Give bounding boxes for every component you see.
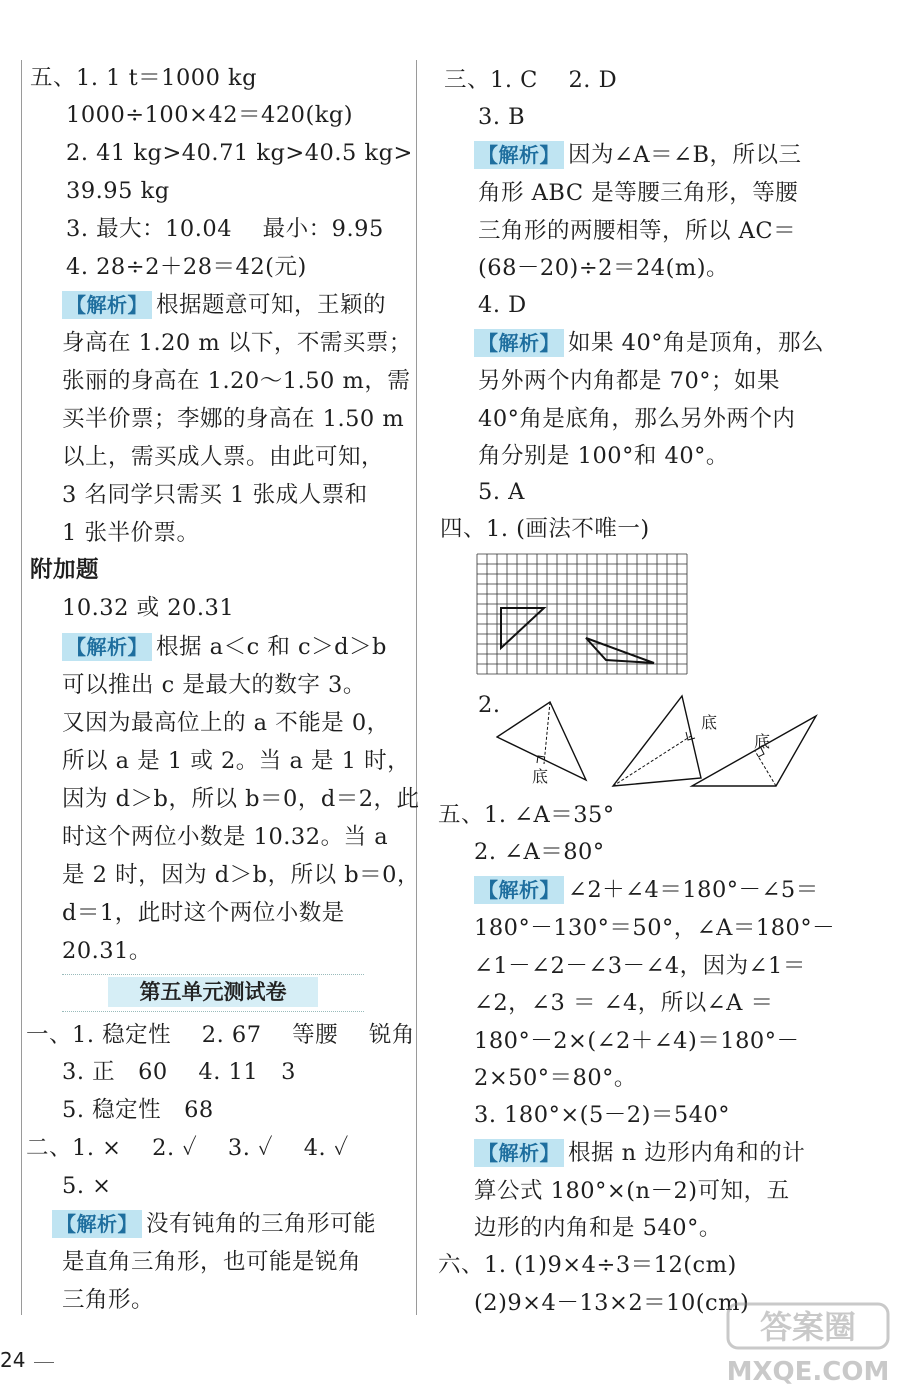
answer-line: 六、1. (1)9×4÷3＝12(cm) — [438, 1252, 737, 1278]
analysis-line: 180°－2×(∠2＋∠4)＝180°－ — [474, 1028, 800, 1054]
answer-line: 四、1. (画法不唯一) — [440, 516, 650, 542]
analysis-line: 张丽的身高在 1.20～1.50 m，需 — [62, 368, 411, 394]
analysis-tag: 【解析】 — [474, 1139, 564, 1167]
answer-line: 3. B — [478, 104, 526, 130]
analysis-line: (68－20)÷2＝24(m)。 — [478, 255, 730, 281]
answer-line: 3. 最大：10.04 最小：9.95 — [66, 216, 384, 242]
answer-line: 2. — [478, 692, 501, 718]
answer-line: 4. D — [478, 292, 527, 318]
analysis-line — [474, 328, 824, 358]
analysis-line: 身高在 1.20 m 以下，不需买票； — [62, 330, 412, 356]
analysis-text: 如果 40°角是顶角，那么 — [568, 330, 825, 356]
answer-line: 二、1. × 2. ✓ 3. ✓ 4. ✓ — [26, 1135, 349, 1161]
bonus-heading: 附加题 — [30, 557, 100, 583]
answer-line: 5. A — [478, 479, 525, 505]
analysis-text: 根据 n 边形内角和的计 — [568, 1140, 806, 1166]
answer-line: 3. 正 60 4. 11 3 — [62, 1059, 296, 1085]
analysis-line: 2×50°＝80°。 — [474, 1065, 637, 1091]
analysis-line: 三角形的两腰相等，所以 AC＝ — [478, 218, 797, 244]
analysis-tag: 【解析】 — [52, 1210, 142, 1238]
analysis-line: 1 张半价票。 — [62, 520, 200, 546]
triangle-heights-figure — [496, 690, 826, 790]
analysis-line: 三角形。 — [62, 1287, 155, 1313]
analysis-line: ∠1－∠2－∠3－∠4，因为∠1＝ — [474, 953, 806, 979]
analysis-line: 因为 d＞b，所以 b＝0，d＝2，此 — [62, 786, 420, 812]
page-number-rule — [34, 1362, 54, 1363]
analysis-text: 没有钝角的三角形可能 — [146, 1211, 377, 1237]
analysis-line — [52, 1209, 376, 1239]
answer-line: 5. 稳定性 68 — [62, 1097, 214, 1123]
analysis-tag: 【解析】 — [474, 141, 564, 169]
column-divider-left — [21, 60, 22, 1315]
analysis-line: ∠2，∠3 ＝ ∠4，所以∠A ＝ — [474, 990, 774, 1016]
answer-line: 2. ∠A＝80° — [474, 839, 605, 865]
analysis-line: 又因为最高位上的 a 不能是 0， — [62, 710, 390, 736]
grid-figure — [476, 553, 688, 680]
svg-text:答案圈: 答案圈 — [759, 1308, 857, 1346]
triangle-2 — [613, 696, 717, 786]
answer-line: 五、1. ∠A＝35° — [438, 802, 615, 828]
analysis-line — [62, 632, 387, 662]
analysis-line: 是直角三角形，也可能是锐角 — [62, 1249, 362, 1275]
analysis-line: d＝1，此时这个两位小数是 — [62, 900, 345, 926]
watermark-logo — [724, 1296, 896, 1388]
answer-line: 1000÷100×42＝420(kg) — [66, 102, 354, 128]
answer-line: 4. 28÷2＋28＝42(元) — [66, 254, 307, 280]
analysis-line: 是 2 时，因为 d＞b，所以 b＝0， — [62, 862, 420, 888]
analysis-text: 因为∠A＝∠B，所以三 — [568, 142, 802, 168]
analysis-line: 以上，需买成人票。由此可知， — [62, 444, 385, 470]
analysis-line: 角形 ABC 是等腰三角形，等腰 — [478, 180, 799, 206]
analysis-line: 180°－130°＝50°，∠A＝180°－ — [474, 915, 836, 941]
base-label: 底 — [754, 732, 771, 751]
answer-line: 三、1. C 2. D — [444, 67, 618, 93]
analysis-text: 根据 a＜c 和 c＞d＞b — [156, 634, 387, 660]
analysis-line: 边形的内角和是 540°。 — [474, 1215, 722, 1241]
base-label: 底 — [532, 767, 549, 786]
analysis-line: 另外两个内角都是 70°；如果 — [478, 368, 781, 394]
analysis-tag: 【解析】 — [62, 633, 152, 661]
analysis-line: 角分别是 100°和 40°。 — [478, 443, 729, 469]
analysis-line: 所以 a 是 1 或 2。当 a 是 1 时， — [62, 748, 411, 774]
analysis-text: 根据题意可知，王颖的 — [156, 292, 387, 318]
analysis-tag: 【解析】 — [62, 291, 152, 319]
analysis-line: 可以推出 c 是最大的数字 3。 — [62, 672, 366, 698]
section-title: 第五单元测试卷 — [62, 974, 364, 1012]
obtuse-triangle-drawing — [586, 638, 654, 663]
analysis-line — [474, 1138, 805, 1168]
answer-line: (2)9×4－13×2＝10(cm) — [474, 1290, 750, 1316]
answer-line: 39.95 kg — [66, 178, 170, 204]
analysis-line: 3 名同学只需买 1 张成人票和 — [62, 482, 368, 508]
triangle-1 — [497, 702, 586, 786]
analysis-line: 时这个两位小数是 10.32。当 a — [62, 824, 389, 850]
answer-line: 3. 180°×(5－2)＝540° — [474, 1102, 731, 1128]
answer-line: 5. × — [62, 1173, 112, 1199]
analysis-line: 20.31。 — [62, 938, 152, 964]
page-number: 24 — [0, 1348, 26, 1372]
svg-text:MXQE.COM: MXQE.COM — [726, 1357, 890, 1387]
column-divider-center — [416, 60, 417, 1315]
analysis-line: 算公式 180°×(n－2)可知，五 — [474, 1178, 790, 1204]
analysis-tag: 【解析】 — [474, 876, 564, 904]
answer-line: 一、1. 稳定性 2. 67 等腰 锐角 — [26, 1022, 415, 1048]
base-label: 底 — [701, 713, 718, 732]
answer-line: 2. 41 kg>40.71 kg>40.5 kg> — [66, 140, 413, 166]
analysis-line — [474, 875, 819, 905]
analysis-line: 买半价票；李娜的身高在 1.50 m — [62, 406, 405, 432]
analysis-line — [474, 140, 802, 170]
analysis-line: 40°角是底角，那么另外两个内 — [478, 406, 796, 432]
answer-line: 五、1. 1 t＝1000 kg — [30, 65, 258, 91]
analysis-line — [62, 290, 386, 320]
analysis-tag: 【解析】 — [474, 329, 564, 357]
answer-line: 10.32 或 20.31 — [62, 595, 235, 621]
analysis-text: ∠2＋∠4＝180°－∠5＝ — [568, 877, 819, 903]
